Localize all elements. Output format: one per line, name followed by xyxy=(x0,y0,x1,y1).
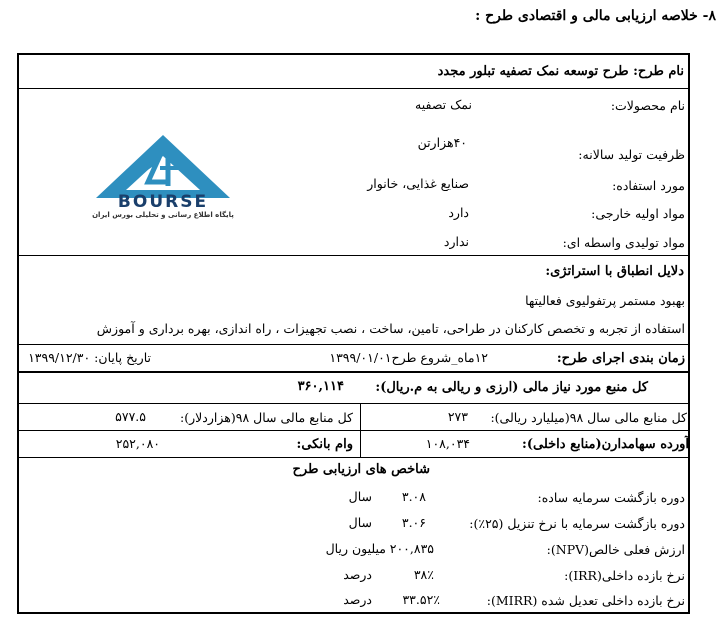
divider xyxy=(17,371,690,373)
indicator-label: ارزش فعلی خالص(NPV): xyxy=(546,542,685,557)
divider xyxy=(17,88,690,89)
logo-subtitle: پایگاه اطلاع رسانی و تحلیلی بورس ایران xyxy=(92,211,234,219)
funding-total-value: ۳۶۰,۱۱۴ xyxy=(297,379,344,394)
indicator-value: ۳.۰۶ xyxy=(401,515,426,530)
schedule-end: تاریخ پایان: ۱۳۹۹/۱۲/۳۰ xyxy=(28,350,151,365)
funding-fx-value: ۵۷۷.۵ xyxy=(115,409,146,424)
capacity-value: ۴۰هزارتن xyxy=(417,135,467,150)
divider xyxy=(17,344,690,345)
strategy-heading: دلایل انطباق با استراتژی: xyxy=(545,264,684,279)
divider xyxy=(17,403,690,404)
strategy-line-1: بهبود مستمر پرتفولیوی فعالیتها xyxy=(525,293,685,308)
usage-value: صنایع غذایی، خانوار xyxy=(367,176,469,191)
indicator-label: نرخ بازده داخلی(IRR): xyxy=(564,568,685,583)
indicator-value: ۲۰۰,۸۳۵ xyxy=(389,541,434,556)
products-value: نمک تصفیه xyxy=(415,97,472,112)
funding-rial-label: کل منابع مالی سال ۹۸(میلیارد ریالی): xyxy=(490,410,687,425)
indicator-label: دوره بازگشت سرمایه با نرخ تنزیل (۲۵٪): xyxy=(469,516,685,531)
schedule-start: ۱۲ماه_شروع طرح۱۳۹۹/۰۱/۰۱ xyxy=(329,350,488,365)
indicator-value: ۳۳.۵۲٪ xyxy=(402,592,440,607)
project-name-value: طرح توسعه نمک تصفیه تبلور مجدد xyxy=(437,64,629,79)
funding-loan-value: ۲۵۲,۰۸۰ xyxy=(115,436,160,451)
funding-rial-value: ۲۷۳ xyxy=(447,409,468,424)
capacity-label: ظرفیت تولید سالانه: xyxy=(578,147,685,162)
divider xyxy=(17,255,690,256)
indicator-unit: سال xyxy=(348,489,372,504)
divider xyxy=(17,430,690,431)
indicator-unit: سال xyxy=(348,515,372,530)
intermediate-value: ندارد xyxy=(443,234,469,249)
indicator-label: نرخ بازده داخلی تعدیل شده (MIRR): xyxy=(486,593,685,608)
bourse-logo xyxy=(88,130,238,222)
funding-loan-label: وام بانکی: xyxy=(296,437,353,452)
funding-shareholders-label: آورده سهامدارن(منابع داخلی): xyxy=(522,437,689,452)
strategy-line-2: استفاده از تجربه و تخصص کارکنان در طراحی، تامین، ساخت ، نصب تجهیزات ، راه اندازی، بهره برداری و آموزش xyxy=(96,321,685,336)
divider xyxy=(17,457,690,458)
indicator-value: ۳.۰۸ xyxy=(401,489,426,504)
project-name xyxy=(438,64,684,79)
indicators-heading: شاخص های ارزیابی طرح xyxy=(292,462,430,477)
raw-materials-label: مواد اولیه خارجی: xyxy=(591,206,685,221)
indicator-unit: درصد xyxy=(343,567,372,582)
divider xyxy=(360,403,361,430)
divider xyxy=(360,430,361,457)
schedule-label: زمان بندی اجرای طرح: xyxy=(556,351,685,366)
products-label: نام محصولات: xyxy=(610,98,685,113)
section-heading: ۸- خلاصه ارزیابی مالی و اقتصادی طرح : xyxy=(475,8,716,24)
funding-total-label: کل منبع مورد نیاز مالی (ارزی و ریالی به م.ریال): xyxy=(375,380,648,395)
indicator-label: دوره بازگشت سرمایه ساده: xyxy=(537,490,685,505)
funding-shareholders-value: ۱۰۸,۰۳۴ xyxy=(425,436,470,451)
logo-text: BOURSE xyxy=(117,192,209,212)
usage-label: مورد استفاده: xyxy=(612,178,685,193)
raw-materials-value: دارد xyxy=(448,205,469,220)
intermediate-label: مواد تولیدی واسطه ای: xyxy=(562,235,685,250)
funding-fx-label: کل منابع مالی سال ۹۸(هزاردلار): xyxy=(180,410,353,425)
project-name-label: نام طرح: xyxy=(633,64,684,79)
indicator-unit: میلیون ریال xyxy=(325,541,386,556)
indicator-unit: درصد xyxy=(343,592,372,607)
indicator-value: ۳۸٪ xyxy=(413,567,434,582)
